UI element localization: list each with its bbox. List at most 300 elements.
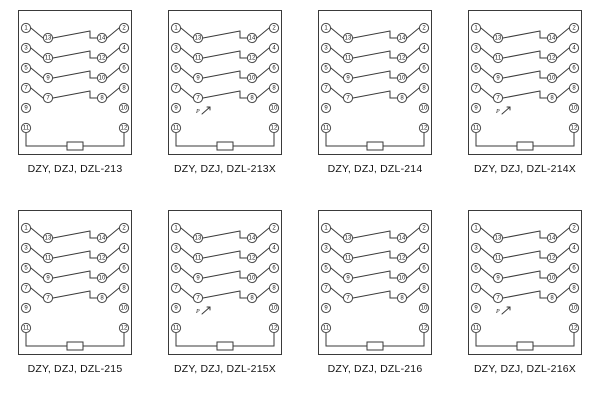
coil-symbol <box>217 142 233 150</box>
wiring-art <box>450 200 600 360</box>
svg-text:12: 12 <box>570 325 578 332</box>
coil-symbol <box>517 342 533 350</box>
coil-symbol <box>367 142 383 150</box>
wiring-art <box>450 0 600 160</box>
terminal-right-10 <box>119 103 128 112</box>
svg-text:13: 13 <box>44 235 52 242</box>
contact-link-1 <box>240 251 247 258</box>
svg-text:11: 11 <box>494 55 502 62</box>
circuit-diagram <box>300 0 450 200</box>
terminal-right-6 <box>569 63 578 72</box>
svg-text:11: 11 <box>494 255 502 262</box>
terminal-left-9 <box>471 303 480 312</box>
circuit-diagram <box>300 200 450 400</box>
svg-text:12: 12 <box>98 255 106 262</box>
tie-right-2 <box>407 268 419 278</box>
terminal-left-5 <box>471 63 480 72</box>
svg-text:10: 10 <box>548 75 556 82</box>
svg-text:9: 9 <box>196 75 200 82</box>
svg-text:5: 5 <box>474 265 478 272</box>
terminal-right-2 <box>269 23 278 32</box>
tie-right-2 <box>107 68 119 78</box>
coil-lead-right <box>533 333 574 346</box>
contact-link-2 <box>540 271 547 278</box>
terminal-right-12 <box>119 123 128 132</box>
svg-text:2: 2 <box>122 25 126 32</box>
svg-text:12: 12 <box>270 125 278 132</box>
tie-left-1 <box>481 48 493 58</box>
svg-text:8: 8 <box>572 85 576 92</box>
diagram-caption: DZY, DZJ, DZL-213 <box>27 163 123 175</box>
svg-text:10: 10 <box>98 275 106 282</box>
terminal-left-11 <box>21 323 30 332</box>
terminal-right-8 <box>119 83 128 92</box>
contact-blade-0 <box>503 31 540 38</box>
tie-left-0 <box>31 28 43 38</box>
contact-terminal-left-2 <box>493 273 502 282</box>
tie-left-0 <box>331 228 343 238</box>
coil-lead-left <box>176 133 217 146</box>
coil-symbol <box>67 142 83 150</box>
tie-left-1 <box>481 248 493 258</box>
contact-blade-2 <box>503 71 540 78</box>
contact-blade-0 <box>203 31 240 38</box>
contact-terminal-left-3 <box>493 293 502 302</box>
terminal-left-5 <box>171 63 180 72</box>
contact-link-0 <box>240 231 247 238</box>
svg-text:8: 8 <box>272 285 276 292</box>
terminal-right-12 <box>569 323 578 332</box>
contact-blade-1 <box>203 251 240 258</box>
svg-text:14: 14 <box>248 235 256 242</box>
contact-terminal-right-3 <box>97 293 106 302</box>
tie-left-0 <box>181 228 193 238</box>
circuit-diagram <box>150 0 300 200</box>
svg-text:4: 4 <box>572 245 576 252</box>
terminal-left-1 <box>471 223 480 232</box>
svg-text:3: 3 <box>24 45 28 52</box>
contact-blade-2 <box>53 71 90 78</box>
contact-blade-2 <box>503 271 540 278</box>
contact-link-0 <box>240 31 247 38</box>
terminal-right-8 <box>119 283 128 292</box>
contact-link-2 <box>90 271 97 278</box>
coil-lead-left <box>476 333 517 346</box>
contact-blade-1 <box>53 51 90 58</box>
svg-text:14: 14 <box>548 35 556 42</box>
contact-terminal-left-2 <box>193 73 202 82</box>
contact-blade-1 <box>53 251 90 258</box>
svg-text:4: 4 <box>572 45 576 52</box>
wiring-art <box>300 0 450 160</box>
terminal-right-2 <box>269 223 278 232</box>
terminal-right-4 <box>419 43 428 52</box>
svg-text:10: 10 <box>270 105 278 112</box>
diagram-caption: DZY, DZJ, DZL-215 <box>27 363 123 375</box>
terminal-left-11 <box>321 123 330 132</box>
terminal-left-5 <box>471 263 480 272</box>
contact-link-1 <box>390 51 397 58</box>
coil-symbol <box>217 342 233 350</box>
coil-lead-right <box>533 133 574 146</box>
diagram-caption: DZY, DZJ, DZL-214X <box>473 163 577 175</box>
terminal-left-9 <box>171 103 180 112</box>
contact-terminal-left-1 <box>493 253 502 262</box>
svg-text:10: 10 <box>420 305 428 312</box>
contact-link-3 <box>90 91 97 98</box>
tie-left-3 <box>331 288 343 298</box>
tie-right-1 <box>557 48 569 58</box>
svg-text:1: 1 <box>24 225 28 232</box>
coil-symbol <box>67 342 83 350</box>
contact-terminal-left-3 <box>193 93 202 102</box>
terminal-left-1 <box>171 23 180 32</box>
terminal-left-3 <box>471 243 480 252</box>
terminal-left-11 <box>321 323 330 332</box>
terminal-left-9 <box>171 303 180 312</box>
contact-blade-2 <box>353 271 390 278</box>
svg-text:9: 9 <box>496 275 500 282</box>
terminal-right-4 <box>119 243 128 252</box>
terminal-right-2 <box>419 223 428 232</box>
tie-left-0 <box>331 28 343 38</box>
svg-text:12: 12 <box>270 325 278 332</box>
contact-terminal-right-2 <box>547 273 556 282</box>
svg-text:4: 4 <box>122 45 126 52</box>
contact-link-0 <box>540 231 547 238</box>
tie-left-1 <box>181 248 193 258</box>
contact-terminal-left-3 <box>43 293 52 302</box>
svg-text:7: 7 <box>496 295 500 302</box>
terminal-left-9 <box>21 303 30 312</box>
svg-text:2: 2 <box>572 25 576 32</box>
svg-text:11: 11 <box>44 55 52 62</box>
circuit-diagram <box>450 200 600 400</box>
tie-right-0 <box>557 28 569 38</box>
contact-terminal-right-1 <box>247 53 256 62</box>
contact-terminal-right-0 <box>247 233 256 242</box>
contact-blade-3 <box>353 91 390 98</box>
terminal-left-7 <box>171 283 180 292</box>
contact-terminal-right-2 <box>397 273 406 282</box>
terminal-right-6 <box>569 263 578 272</box>
tie-left-1 <box>181 48 193 58</box>
terminal-left-3 <box>171 43 180 52</box>
contact-terminal-left-0 <box>43 33 52 42</box>
polarity-label: P <box>196 109 200 115</box>
terminal-right-2 <box>119 23 128 32</box>
contact-terminal-right-1 <box>97 53 106 62</box>
svg-text:5: 5 <box>474 65 478 72</box>
terminal-left-5 <box>321 263 330 272</box>
contact-terminal-right-3 <box>247 293 256 302</box>
tie-right-1 <box>107 248 119 258</box>
svg-text:9: 9 <box>196 275 200 282</box>
terminal-right-10 <box>569 103 578 112</box>
svg-text:13: 13 <box>344 235 352 242</box>
contact-link-1 <box>90 251 97 258</box>
svg-text:8: 8 <box>422 85 426 92</box>
svg-text:12: 12 <box>548 255 556 262</box>
svg-text:8: 8 <box>122 285 126 292</box>
diagram-caption: DZY, DZJ, DZL-213X <box>173 163 277 175</box>
terminal-right-12 <box>269 323 278 332</box>
svg-text:1: 1 <box>174 25 178 32</box>
contact-link-3 <box>390 291 397 298</box>
svg-text:11: 11 <box>472 125 480 132</box>
svg-text:10: 10 <box>570 305 578 312</box>
terminal-right-6 <box>119 263 128 272</box>
terminal-left-1 <box>21 23 30 32</box>
terminal-left-1 <box>471 23 480 32</box>
coil-symbol <box>517 142 533 150</box>
contact-blade-2 <box>203 271 240 278</box>
svg-text:7: 7 <box>346 295 350 302</box>
terminal-right-2 <box>419 23 428 32</box>
contact-blade-2 <box>203 71 240 78</box>
svg-text:10: 10 <box>98 75 106 82</box>
contact-terminal-left-2 <box>193 273 202 282</box>
terminal-left-7 <box>21 283 30 292</box>
svg-text:3: 3 <box>174 245 178 252</box>
terminal-right-4 <box>569 243 578 252</box>
tie-right-2 <box>107 268 119 278</box>
tie-right-1 <box>257 48 269 58</box>
svg-text:8: 8 <box>550 95 554 102</box>
svg-text:6: 6 <box>422 65 426 72</box>
svg-text:4: 4 <box>422 45 426 52</box>
contact-link-3 <box>390 91 397 98</box>
tie-right-1 <box>407 248 419 258</box>
terminal-right-12 <box>569 123 578 132</box>
svg-text:2: 2 <box>422 25 426 32</box>
contact-blade-1 <box>353 251 390 258</box>
tie-left-2 <box>31 68 43 78</box>
terminal-left-11 <box>171 123 180 132</box>
svg-text:14: 14 <box>98 35 106 42</box>
svg-text:8: 8 <box>122 85 126 92</box>
svg-text:7: 7 <box>24 85 28 92</box>
contact-blade-0 <box>53 31 90 38</box>
tie-right-3 <box>557 288 569 298</box>
svg-text:9: 9 <box>24 105 28 112</box>
tie-left-3 <box>31 288 43 298</box>
svg-text:6: 6 <box>122 65 126 72</box>
coil-lead-right <box>383 333 424 346</box>
svg-text:12: 12 <box>420 325 428 332</box>
tie-right-2 <box>407 68 419 78</box>
contact-terminal-left-3 <box>343 293 352 302</box>
svg-text:13: 13 <box>194 235 202 242</box>
terminal-left-3 <box>471 43 480 52</box>
contact-terminal-left-2 <box>43 73 52 82</box>
contact-link-0 <box>540 31 547 38</box>
svg-text:9: 9 <box>174 305 178 312</box>
contact-link-3 <box>240 291 247 298</box>
contact-link-0 <box>390 31 397 38</box>
contact-terminal-right-0 <box>397 233 406 242</box>
contact-link-0 <box>90 31 97 38</box>
tie-left-2 <box>181 68 193 78</box>
tie-left-2 <box>31 268 43 278</box>
svg-text:1: 1 <box>324 25 328 32</box>
contact-terminal-left-3 <box>43 93 52 102</box>
contact-terminal-left-0 <box>193 33 202 42</box>
svg-text:11: 11 <box>22 325 30 332</box>
contact-terminal-right-0 <box>247 33 256 42</box>
terminal-left-3 <box>321 243 330 252</box>
contact-terminal-left-2 <box>43 273 52 282</box>
contact-terminal-right-0 <box>97 233 106 242</box>
terminal-left-5 <box>171 263 180 272</box>
svg-text:12: 12 <box>248 255 256 262</box>
tie-left-1 <box>331 48 343 58</box>
polarity-label: P <box>496 109 500 115</box>
svg-text:10: 10 <box>120 305 128 312</box>
tie-left-2 <box>331 68 343 78</box>
svg-text:12: 12 <box>120 325 128 332</box>
contact-terminal-right-1 <box>397 53 406 62</box>
tie-left-1 <box>31 48 43 58</box>
tie-right-0 <box>557 228 569 238</box>
terminal-right-6 <box>419 63 428 72</box>
contact-terminal-right-2 <box>247 273 256 282</box>
polarity-stroke <box>202 107 210 114</box>
svg-text:6: 6 <box>122 265 126 272</box>
svg-text:7: 7 <box>46 295 50 302</box>
contact-blade-2 <box>53 271 90 278</box>
tie-left-3 <box>181 88 193 98</box>
tie-right-1 <box>107 48 119 58</box>
tie-left-1 <box>31 248 43 258</box>
terminal-right-10 <box>569 303 578 312</box>
svg-text:10: 10 <box>398 275 406 282</box>
svg-text:3: 3 <box>474 245 478 252</box>
svg-text:2: 2 <box>422 225 426 232</box>
svg-text:12: 12 <box>420 125 428 132</box>
tie-left-2 <box>181 268 193 278</box>
svg-text:12: 12 <box>120 125 128 132</box>
svg-text:8: 8 <box>550 295 554 302</box>
terminal-right-12 <box>269 123 278 132</box>
svg-text:10: 10 <box>420 105 428 112</box>
svg-text:12: 12 <box>570 125 578 132</box>
terminal-right-6 <box>269 263 278 272</box>
tie-left-2 <box>481 68 493 78</box>
svg-text:14: 14 <box>398 35 406 42</box>
contact-blade-1 <box>203 51 240 58</box>
svg-text:4: 4 <box>122 245 126 252</box>
contact-link-2 <box>240 271 247 278</box>
svg-text:7: 7 <box>324 85 328 92</box>
terminal-right-2 <box>119 223 128 232</box>
contact-terminal-right-0 <box>547 233 556 242</box>
circuit-diagram <box>150 200 300 400</box>
tie-right-0 <box>107 28 119 38</box>
terminal-left-5 <box>21 63 30 72</box>
contact-terminal-left-0 <box>343 233 352 242</box>
circuit-diagram <box>450 0 600 200</box>
wiring-art <box>150 200 300 360</box>
terminal-right-8 <box>419 283 428 292</box>
terminal-left-11 <box>471 323 480 332</box>
tie-right-3 <box>257 288 269 298</box>
contact-terminal-left-1 <box>193 53 202 62</box>
contact-terminal-right-3 <box>97 93 106 102</box>
contact-terminal-left-3 <box>493 93 502 102</box>
polarity-stroke <box>502 307 510 314</box>
svg-text:1: 1 <box>24 25 28 32</box>
svg-text:7: 7 <box>196 295 200 302</box>
svg-text:7: 7 <box>346 95 350 102</box>
terminal-right-10 <box>269 303 278 312</box>
svg-text:10: 10 <box>548 275 556 282</box>
polarity-stroke <box>202 307 210 314</box>
svg-text:14: 14 <box>98 235 106 242</box>
svg-text:3: 3 <box>474 45 478 52</box>
svg-text:3: 3 <box>324 45 328 52</box>
tie-right-0 <box>257 228 269 238</box>
coil-lead-right <box>233 133 274 146</box>
terminal-right-6 <box>269 63 278 72</box>
svg-text:6: 6 <box>272 265 276 272</box>
contact-link-2 <box>390 271 397 278</box>
contact-terminal-right-2 <box>547 73 556 82</box>
svg-text:2: 2 <box>272 25 276 32</box>
tie-right-3 <box>107 288 119 298</box>
tie-right-0 <box>407 28 419 38</box>
terminal-left-3 <box>171 243 180 252</box>
terminal-left-7 <box>321 283 330 292</box>
svg-text:5: 5 <box>174 65 178 72</box>
svg-text:9: 9 <box>46 275 50 282</box>
svg-text:11: 11 <box>44 255 52 262</box>
svg-text:4: 4 <box>422 245 426 252</box>
svg-text:8: 8 <box>400 95 404 102</box>
svg-text:8: 8 <box>250 95 254 102</box>
terminal-right-8 <box>569 83 578 92</box>
coil-symbol <box>367 342 383 350</box>
svg-text:10: 10 <box>270 305 278 312</box>
terminal-right-6 <box>119 63 128 72</box>
contact-terminal-right-2 <box>97 273 106 282</box>
coil-lead-right <box>383 133 424 146</box>
terminal-left-7 <box>171 83 180 92</box>
contact-blade-0 <box>503 231 540 238</box>
diagram-caption: DZY, DZJ, DZL-214 <box>327 163 423 175</box>
tie-left-3 <box>31 88 43 98</box>
svg-text:11: 11 <box>172 125 180 132</box>
svg-text:6: 6 <box>572 265 576 272</box>
svg-text:8: 8 <box>422 285 426 292</box>
svg-text:10: 10 <box>248 75 256 82</box>
terminal-right-4 <box>269 243 278 252</box>
contact-terminal-left-0 <box>43 233 52 242</box>
contact-terminal-left-2 <box>343 273 352 282</box>
svg-text:12: 12 <box>248 55 256 62</box>
coil-lead-right <box>233 333 274 346</box>
contact-terminal-left-3 <box>343 93 352 102</box>
tie-right-0 <box>407 228 419 238</box>
polarity-stroke <box>502 107 510 114</box>
svg-text:4: 4 <box>272 45 276 52</box>
svg-text:13: 13 <box>494 235 502 242</box>
tie-right-3 <box>407 88 419 98</box>
wiring-art <box>150 0 300 160</box>
terminal-right-6 <box>419 263 428 272</box>
contact-link-2 <box>390 71 397 78</box>
tie-left-1 <box>331 248 343 258</box>
